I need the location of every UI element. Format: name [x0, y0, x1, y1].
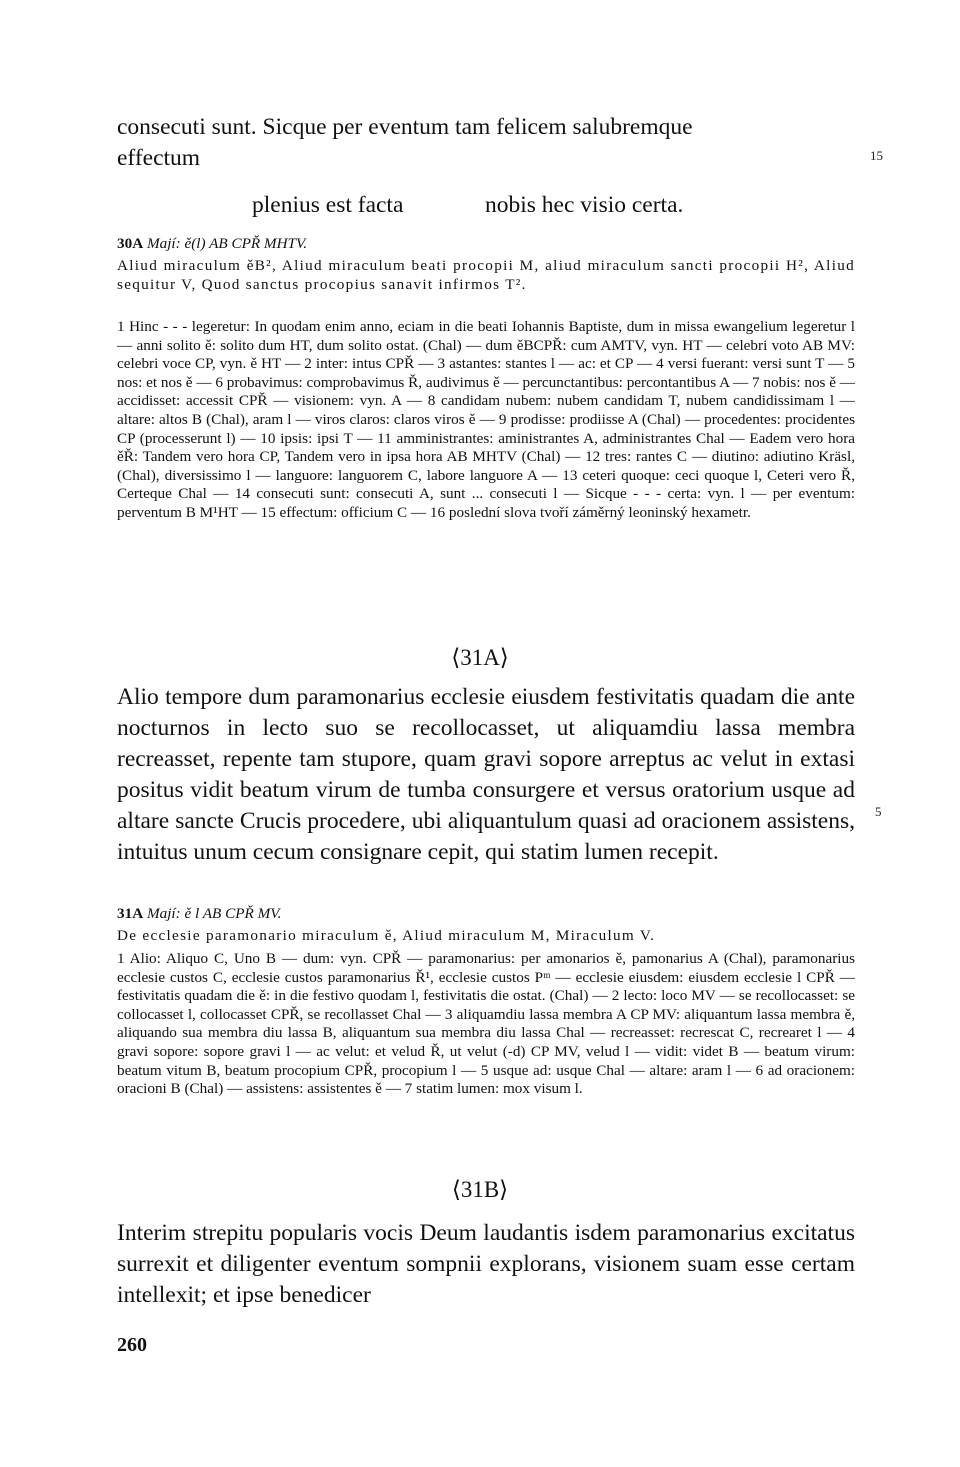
verse-right: nobis hec visio certa.: [485, 192, 684, 218]
apparatus-titles: De ecclesie paramonario miraculum ě, Aliud miraculum M, Miraculum V.: [117, 927, 656, 944]
apparatus-label: [117, 235, 307, 253]
line-number: 5: [875, 804, 882, 819]
verse-left: plenius est facta: [252, 192, 404, 218]
apparatus-label-number: 31A: [117, 905, 144, 922]
apparatus-titles: Aliud miraculum ěB², Aliud miraculum beati procopii M, aliud miraculum sancti procopii H², Aliud sequitur V, Quod sanctus procopius sanavit infirmos T².: [117, 257, 855, 293]
main-text-continuation: [117, 112, 855, 174]
apparatus-label-witnesses: Mají: ě l AB CPŘ MV.: [146, 905, 282, 922]
page-number: 260: [117, 1334, 147, 1356]
apparatus-label-number: 30A: [117, 235, 144, 252]
apparatus-notes: 1 Alio: Aliquo C, Uno B — dum: vyn. CPŘ — paramonarius: per amonarios ě, pamonarius A (Chal), paramonarius ecclesie custos C, ecclesie custos paramonarius Ř¹, ecclesie custos Pᵐ — ecclesie eiusdem: eiusdem ecclesie l CPŘ — festivitatis quadam die ě: in die festivo quodam l, festivitatis die ostat. (Chal) — 2 lecto: loco MV — se recollocasset: se collocasset l, collocasset CPŘ, se recollasset Chal — 3 aliquamdiu lassa membra A CP MV: aliquantum lassa membra ě, aliquando sua membra diu lassa B, aliquantum sua membra diu lassa Chal — recreasset: recrescat C, recrearet l — 4 gravi sopore: sopore gravi l — ac velut: et velud Ř, ut velut (-d) CP MV, velud l — vidit: videt B — beatum virum: beatum vitum B, beatum procopium CPŘ, procopium l — 5 usque ad: usque Chal — altare: aram l — 6 ad oracionem: oracioni B (Chal) — assistens: assistentes ě — 7 statim lumen: mox visum l.: [117, 950, 855, 1098]
line-number: 15: [870, 148, 883, 163]
section-text: Interim strepitu popularis vocis Deum laudantis isdem paramonarius excitatus surrexit et diligenter eventum sompnii explorans, visionem suam esse certam intellexit; et ipse benedicer: [117, 1220, 855, 1308]
main-text-line: consecuti sunt. Sicque per eventum tam felicem salubremque: [117, 114, 693, 140]
main-text-line: effectum: [117, 145, 201, 171]
section-heading: ⟨31A⟩: [451, 645, 509, 670]
apparatus-label: [117, 905, 281, 923]
section-text: Alio tempore dum paramonarius ecclesie eiusdem festivitatis quadam die ante nocturnos in lecto suo se recollocasset, ut aliquamdiu lassa membra recreasset, repente tam stupore, quam gravi sopore arreptus ac velut in extasi positus vidit beatum virum de tumba consurgere et versus oratorium usque ad altare sancte Crucis procedere, ubi aliquantulum quasi ad oracionem assistens, intuitus unum cecum consignare cepit, qui statim lumen recepit.: [117, 684, 855, 865]
apparatus-notes: 1 Hinc - - - legeretur: In quodam enim anno, eciam in die beati Iohannis Baptiste, dum in missa ewangelium legeretur l — anni solito ě: solito dum HT, dum solito ostat. (Chal) — dum ěBCPŘ: cum AMTV, vyn. HT — celebri voto AB MV: celebri voce CP, vyn. ě HT — 2 inter: intus CPŘ — 3 astantes: stantes l — ac: et CP — 4 versi fuerant: versi sunt T — 5 nos: et nos ě — 6 probavimus: comprobavimus Ř, audivimus ě — percunctantibus: percontantibus A — 7 nobis: nos ě — accidisset: accessit CPŘ — visionem: vyn. A — 8 candidam nubem: nubem candidam T, nubem candidissimam l — altare: altos B (Chal), aram l — viros claros: claros viros ě — 9 prodisse: prodiisse A (Chal) — procedentes: procidentes CP (processerunt l) — 10 ipsis: ipsi T — 11 amministrantes: aministrantes A, administrantes Chal — Eadem vero hora ěŘ: Tandem vero hora CP, Tandem vero in ipsa hora AB MHTV (Chal) — 12 tres: rantes C — diutino: adiutino Kräsl, (Chal), diversissimo l — languore: languorem C, labore languore A — 13 ceteri quoque: ceci quoque l, Ceteri vero Ř, Certeque Chal — 14 consecuti sunt: consecuti A, sunt ... consecuti l — Sicque - - - certa: vyn. l — per eventum: perventum B M¹HT — 15 effectum: officium C — 16 poslední slova tvoří záměrný leoninský hexametr.: [117, 318, 855, 521]
apparatus-label-witnesses: Mají: ě(l) AB CPŘ MHTV.: [146, 235, 308, 252]
section-heading: ⟨31B⟩: [451, 1177, 509, 1202]
